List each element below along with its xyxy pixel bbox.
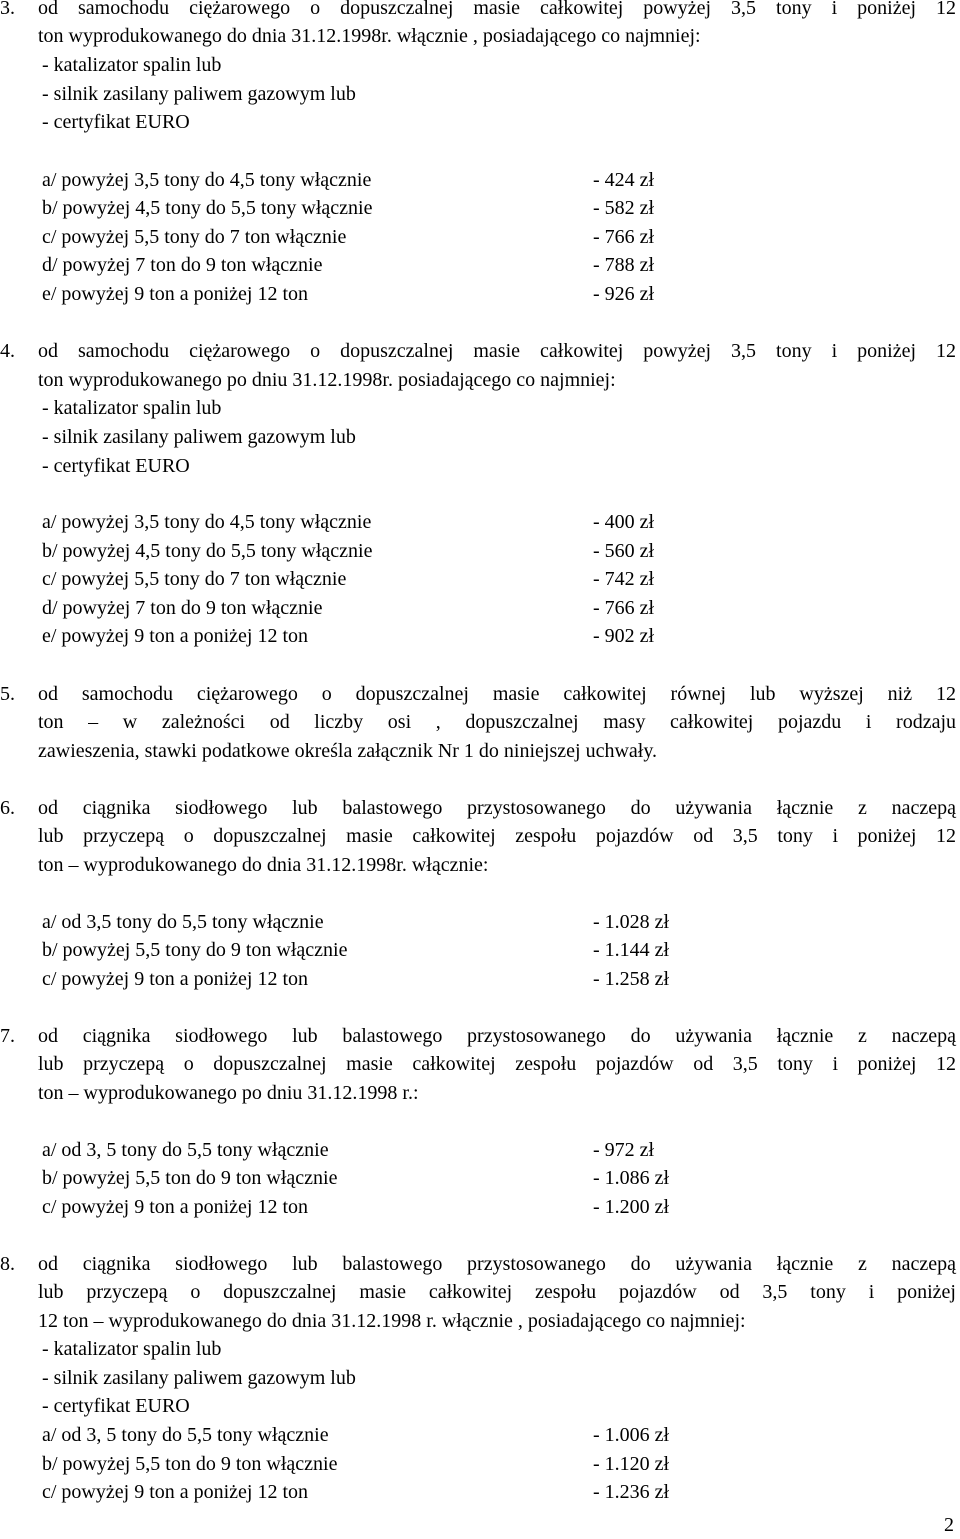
section-text-line: zawieszenia, stawki podatkowe określa załącznik Nr 1 do niniejszej uchwały. — [38, 740, 658, 762]
section-number: 6. — [0, 797, 15, 819]
rate-amount: - 560 zł — [593, 540, 655, 562]
rate-amount: - 742 zł — [593, 568, 655, 590]
rate-amount: - 1.258 zł — [593, 968, 670, 990]
rate-label: b/ powyżej 5,5 tony do 9 ton włącznie — [42, 939, 348, 961]
rate-amount: - 1.144 zł — [593, 939, 670, 961]
rate-label: e/ powyżej 9 ton a poniżej 12 ton — [42, 283, 309, 305]
requirement-item: - katalizator spalin lub — [42, 1338, 222, 1360]
rate-label: b/ powyżej 4,5 tony do 5,5 tony włącznie — [42, 197, 373, 219]
section-number: 7. — [0, 1025, 15, 1047]
section-number: 3. — [0, 0, 15, 19]
rate-amount: - 1.236 zł — [593, 1481, 670, 1503]
rate-label: a/ od 3, 5 tony do 5,5 tony włącznie — [42, 1139, 329, 1161]
rate-label: b/ powyżej 4,5 tony do 5,5 tony włącznie — [42, 540, 373, 562]
rate-label: c/ powyżej 9 ton a poniżej 12 ton — [42, 1481, 309, 1503]
section-text-line: lub przyczepą o dopuszczalnej masie całkowitej zespołu pojazdów od 3,5 tony i poniżej 12 — [38, 1053, 956, 1075]
rate-amount: - 926 zł — [593, 283, 655, 305]
page-number: 2 — [944, 1514, 954, 1536]
rate-amount: - 766 zł — [593, 226, 655, 248]
section-text-line: od samochodu ciężarowego o dopuszczalnej masie całkowitej powyżej 3,5 tony i poniżej 12 — [38, 340, 956, 362]
rate-amount: - 1.086 zł — [593, 1167, 670, 1189]
rate-label: c/ powyżej 5,5 tony do 7 ton włącznie — [42, 226, 347, 248]
rate-label: c/ powyżej 5,5 tony do 7 ton włącznie — [42, 568, 347, 590]
rate-amount: - 1.006 zł — [593, 1424, 670, 1446]
rate-amount: - 788 zł — [593, 254, 655, 276]
section-text-line: ton – wyprodukowanego po dniu 31.12.1998 r.: — [38, 1082, 419, 1104]
section-text-line: od ciągnika siodłowego lub balastowego przystosowanego do używania łącznie z naczepą — [38, 1025, 956, 1047]
section-text-line: od ciągnika siodłowego lub balastowego przystosowanego do używania łącznie z naczepą — [38, 1253, 956, 1275]
section-text-line: ton – w zależności od liczby osi , dopuszczalnej masy całkowitej pojazdu i rodzaju — [38, 711, 956, 733]
rate-amount: - 1.028 zł — [593, 911, 670, 933]
requirement-item: - certyfikat EURO — [42, 455, 190, 477]
rate-label: a/ od 3, 5 tony do 5,5 tony włącznie — [42, 1424, 329, 1446]
requirement-item: - certyfikat EURO — [42, 1395, 190, 1417]
rate-label: b/ powyżej 5,5 ton do 9 ton włącznie — [42, 1167, 338, 1189]
section-number: 4. — [0, 340, 15, 362]
rate-label: a/ od 3,5 tony do 5,5 tony włącznie — [42, 911, 324, 933]
section-text-line: lub przyczepą o dopuszczalnej masie całkowitej zespołu pojazdów od 3,5 tony i poniżej — [38, 1281, 956, 1303]
requirement-item: - silnik zasilany paliwem gazowym lub — [42, 426, 356, 448]
rate-amount: - 582 zł — [593, 197, 655, 219]
requirement-item: - katalizator spalin lub — [42, 54, 222, 76]
requirement-item: - silnik zasilany paliwem gazowym lub — [42, 83, 356, 105]
requirement-item: - silnik zasilany paliwem gazowym lub — [42, 1367, 356, 1389]
requirement-item: - katalizator spalin lub — [42, 397, 222, 419]
section-number: 8. — [0, 1253, 15, 1275]
rate-label: a/ powyżej 3,5 tony do 4,5 tony włącznie — [42, 169, 372, 191]
rate-amount: - 902 zł — [593, 625, 655, 647]
rate-label: d/ powyżej 7 ton do 9 ton włącznie — [42, 597, 323, 619]
section-text-line: ton wyprodukowanego do dnia 31.12.1998r. włącznie , posiadającego co najmniej: — [38, 25, 701, 47]
rate-label: a/ powyżej 3,5 tony do 4,5 tony włącznie — [42, 511, 372, 533]
section-text-line: ton – wyprodukowanego do dnia 31.12.1998r. włącznie: — [38, 854, 489, 876]
rate-label: b/ powyżej 5,5 ton do 9 ton włącznie — [42, 1453, 338, 1475]
rate-amount: - 424 zł — [593, 169, 655, 191]
rate-label: c/ powyżej 9 ton a poniżej 12 ton — [42, 1196, 309, 1218]
section-text-line: od samochodu ciężarowego o dopuszczalnej masie całkowitej powyżej 3,5 tony i poniżej 12 — [38, 0, 956, 19]
section-text-line: od samochodu ciężarowego o dopuszczalnej masie całkowitej równej lub wyższej niż 12 — [38, 683, 956, 705]
section-text-line: 12 ton – wyprodukowanego do dnia 31.12.1998 r. włącznie , posiadającego co najmniej: — [38, 1310, 746, 1332]
rate-amount: - 972 zł — [593, 1139, 655, 1161]
section-text-line: od ciągnika siodłowego lub balastowego przystosowanego do używania łącznie z naczepą — [38, 797, 956, 819]
section-number: 5. — [0, 683, 15, 705]
rate-amount: - 1.120 zł — [593, 1453, 670, 1475]
rate-amount: - 766 zł — [593, 597, 655, 619]
rate-label: c/ powyżej 9 ton a poniżej 12 ton — [42, 968, 309, 990]
rate-label: e/ powyżej 9 ton a poniżej 12 ton — [42, 625, 309, 647]
rate-amount: - 400 zł — [593, 511, 655, 533]
rate-label: d/ powyżej 7 ton do 9 ton włącznie — [42, 254, 323, 276]
requirement-item: - certyfikat EURO — [42, 111, 190, 133]
rate-amount: - 1.200 zł — [593, 1196, 670, 1218]
section-text-line: ton wyprodukowanego po dniu 31.12.1998r. posiadającego co najmniej: — [38, 369, 616, 391]
section-text-line: lub przyczepą o dopuszczalnej masie całkowitej zespołu pojazdów od 3,5 tony i poniżej 12 — [38, 825, 956, 847]
